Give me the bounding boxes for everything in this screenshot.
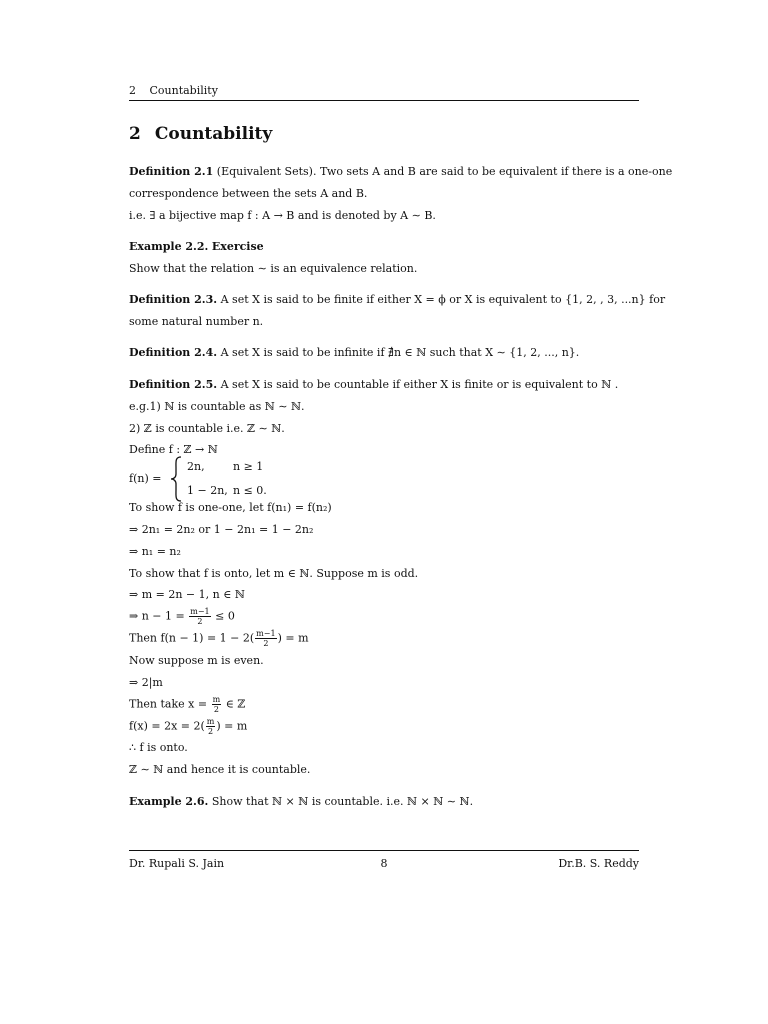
fraction-numerator: m [206, 717, 215, 726]
example-2-6-text: Show that ℕ × ℕ is countable. i.e. ℕ × ℕ ∼ ℕ. [211, 795, 474, 808]
definition-2-5-label: Definition 2.5. [129, 378, 218, 391]
fraction-denominator: 2 [197, 617, 203, 626]
definition-2-1-name: (Equivalent Sets). [216, 165, 317, 178]
proof-step-9: ⇒ 2|m [129, 676, 163, 689]
definition-2-3-line-1 [129, 293, 666, 307]
definition-2-3-label: Definition 2.3. [129, 293, 218, 306]
proof-step-12: ∴ f is onto. [129, 741, 188, 754]
proof-step-11-post: ) = m [216, 719, 248, 733]
case-1-expression: 2n, [187, 460, 205, 473]
proof-step-6-post: ≤ 0 [215, 609, 235, 623]
fraction-numerator: m [212, 695, 221, 704]
proof-step-6 [129, 607, 235, 626]
fraction [255, 629, 276, 648]
left-brace-icon [169, 456, 183, 502]
definition-2-3-line-2: some natural number n. [129, 315, 264, 328]
example-2-6-line [129, 795, 473, 809]
definition-2-1-line-1 [129, 165, 673, 179]
piecewise-function [129, 456, 329, 502]
fraction-denominator: 2 [213, 705, 219, 714]
case-2-condition: n ≤ 0. [233, 484, 267, 497]
proof-step-8: Now suppose m is even. [129, 654, 264, 667]
proof-step-11-pre: f(x) = 2x = 2( [129, 719, 205, 733]
proof-step-3: ⇒ n₁ = n₂ [129, 545, 181, 558]
definition-2-5-text: A set X is said to be countable if either X is finite or is equivalent to ℕ . [220, 378, 619, 391]
proof-step-6-pre: ⇒ n − 1 = [129, 609, 185, 623]
proof-step-5: ⇒ m = 2n − 1, n ∈ ℕ [129, 588, 245, 601]
proof-step-10-post: ∈ ℤ [225, 697, 246, 711]
example-2-2-text: Show that the relation ∼ is an equivalence relation. [129, 262, 418, 275]
definition-2-1-text-1: Two sets A and B are said to be equivalent if there is a one-one [319, 165, 673, 178]
proof-step-10 [129, 695, 245, 714]
example-integers-countable: 2) ℤ is countable i.e. ℤ ∼ ℕ. [129, 422, 285, 435]
define-function: Define f : ℤ → ℕ [129, 443, 218, 456]
case-2-expression: 1 − 2n, [187, 484, 228, 497]
definition-2-1-line-2: correspondence between the sets A and B. [129, 187, 368, 200]
fraction-denominator: 2 [208, 727, 214, 736]
section-title [129, 124, 272, 144]
running-header [129, 84, 639, 101]
header-section-title: Countability [149, 84, 218, 97]
definition-2-4-line [129, 346, 579, 360]
fraction [206, 717, 216, 736]
footer-author-left: Dr. Rupali S. Jain [129, 857, 225, 870]
definition-2-4-text: A set X is said to be infinite if ∄n ∈ ℕ such that X ∼ {1, 2, ..., n}. [220, 346, 580, 359]
proof-step-7-pre: Then f(n − 1) = 1 − 2( [129, 631, 255, 645]
case-1-condition: n ≥ 1 [233, 460, 264, 473]
example-naturals-countable: e.g.1) ℕ is countable as ℕ ∼ ℕ. [129, 400, 305, 413]
example-2-2-name: Exercise [211, 240, 264, 253]
proof-step-10-pre: Then take x = [129, 697, 208, 711]
example-2-2-label: Example 2.2. [129, 240, 209, 253]
fraction-numerator: m−1 [256, 629, 276, 638]
page-number: 8 [380, 857, 388, 870]
definition-2-1-line-3: i.e. ∃ a bijective map f : A → B and is denoted by A ∼ B. [129, 209, 436, 222]
proof-one-one: To show f is one-one, let f(n₁) = f(n₂) [129, 501, 332, 514]
header-section-number: 2 [129, 84, 136, 97]
footer-author-right: Dr.B. S. Reddy [558, 857, 639, 870]
example-2-2-heading [129, 240, 264, 254]
definition-2-4-label: Definition 2.4. [129, 346, 218, 359]
definition-2-5-line [129, 378, 618, 392]
piecewise-lhs: f(n) = [129, 472, 162, 485]
fraction [189, 607, 210, 626]
page-footer [129, 850, 639, 875]
section-title-text: Countability [154, 124, 273, 144]
fraction-denominator: 2 [263, 639, 269, 648]
proof-step-7 [129, 629, 309, 648]
fraction-numerator: m−1 [190, 607, 210, 616]
definition-2-3-text-1: A set X is said to be finite if either X = ϕ or X is equivalent to {1, 2, , 3, ...n} for [220, 293, 666, 306]
section-number: 2 [129, 124, 141, 144]
proof-step-2: ⇒ 2n₁ = 2n₂ or 1 − 2n₁ = 1 − 2n₂ [129, 523, 314, 536]
proof-onto-start: To show that f is onto, let m ∈ ℕ. Suppose m is odd. [129, 567, 419, 580]
proof-step-11 [129, 717, 247, 736]
proof-step-7-post: ) = m [277, 631, 309, 645]
definition-2-1-label: Definition 2.1 [129, 165, 214, 178]
proof-conclusion: ℤ ∼ ℕ and hence it is countable. [129, 763, 311, 776]
fraction [212, 695, 222, 714]
example-2-6-label: Example 2.6. [129, 795, 209, 808]
